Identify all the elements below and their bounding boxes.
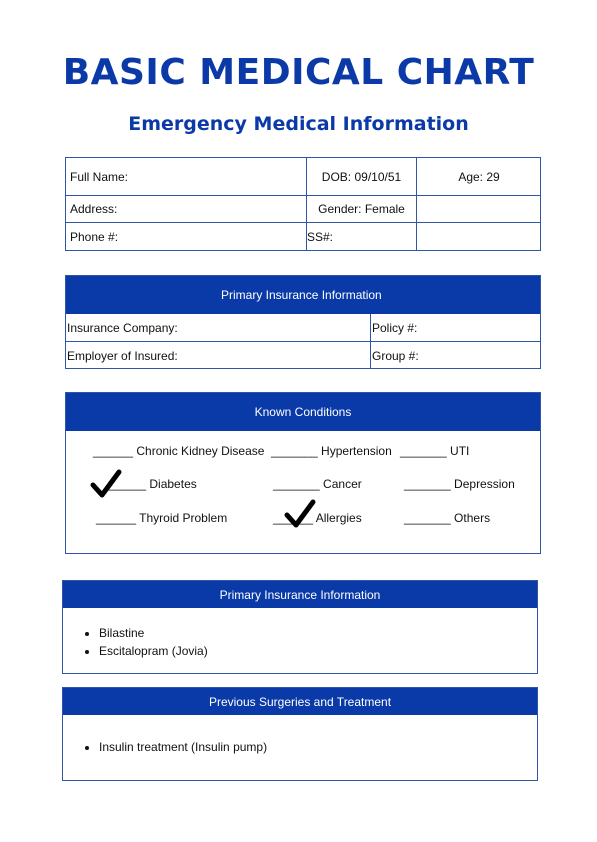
dob-label[interactable]: DOB: 09/10/51 (321, 169, 402, 184)
address-label[interactable]: Address: (70, 202, 118, 216)
surgeries-section (62, 687, 538, 781)
phone-label[interactable]: Phone #: (70, 230, 119, 244)
list-item: • Insulin treatment (Insulin pump) (99, 740, 267, 754)
insurance-table (65, 275, 541, 369)
medications-section (62, 580, 538, 674)
medications-heading: Primary Insurance Information (219, 587, 381, 602)
list-item: • Bilastine (99, 626, 208, 640)
group-label[interactable]: Group #: (372, 348, 419, 363)
page-subtitle: Emergency Medical Information (128, 113, 469, 135)
insurance-company-label[interactable]: Insurance Company: (67, 320, 178, 335)
personal-info-table (65, 157, 541, 251)
list-item: • Escitalopram (Jovia) (99, 644, 208, 658)
empty-cell[interactable] (417, 196, 541, 222)
insurance-heading: Primary Insurance Information (221, 288, 382, 302)
gender-label[interactable]: Gender: Female (318, 202, 405, 216)
medications-list (63, 626, 208, 662)
ss-label[interactable]: SS#: (307, 230, 334, 244)
conditions-heading: Known Conditions (254, 405, 352, 419)
checkmark-icon (284, 499, 316, 529)
condition-others[interactable]: _______ Others (404, 511, 491, 525)
employer-label[interactable]: Employer of Insured: (67, 348, 178, 363)
known-conditions-section (65, 392, 541, 554)
empty-cell[interactable] (417, 223, 541, 251)
surgeries-list (63, 740, 267, 758)
condition-allergies[interactable]: ______ Allergies (273, 511, 362, 525)
condition-depression[interactable]: _______ Depression (404, 477, 515, 491)
condition-thyroid-problem[interactable]: ______ Thyroid Problem (96, 511, 228, 525)
full-name-label[interactable]: Full Name: (70, 169, 129, 184)
surgeries-heading: Previous Surgeries and Treatment (208, 694, 392, 709)
condition-chronic-kidney-disease[interactable]: ______ Chronic Kidney Disease (93, 444, 265, 458)
age-label[interactable]: Age: 29 (458, 169, 500, 184)
condition-hypertension[interactable]: _______ Hypertension (271, 444, 392, 458)
condition-cancer[interactable]: _______ Cancer (273, 477, 362, 491)
condition-uti[interactable]: _______ UTI (400, 444, 470, 458)
checkmark-icon (90, 469, 122, 499)
policy-label[interactable]: Policy #: (372, 320, 418, 335)
page-title: BASIC MEDICAL CHART (62, 52, 535, 93)
condition-diabetes[interactable]: ______ Diabetes (106, 477, 197, 491)
